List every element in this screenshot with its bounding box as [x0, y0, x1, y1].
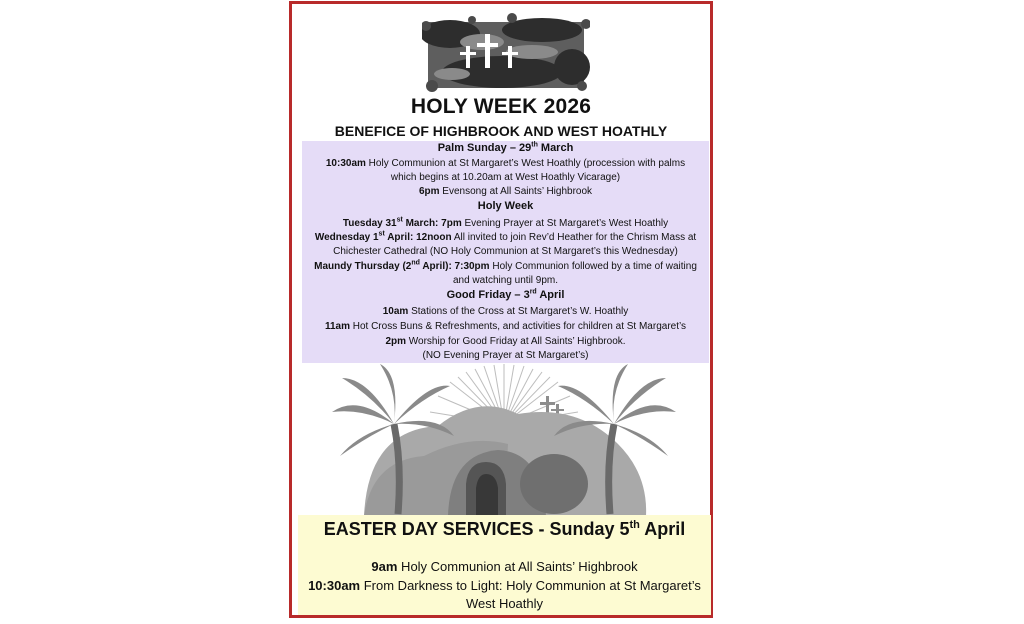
holy-week-schedule-panel [302, 141, 709, 363]
holy-week-line: and watching until 9pm. [452, 275, 559, 286]
palm-sunday-heading: Palm Sunday – 29th March [437, 141, 574, 154]
easter-service-line: 9am Holy Communion at All Saints’ Highbrook [371, 559, 638, 574]
poster-title: HOLY WEEK 2026 [410, 95, 592, 118]
good-friday-line: 11am Hot Cross Buns & Refreshments, and activities for children at St Margaret’s [324, 321, 687, 332]
palm-sunday-line: 6pm Evensong at All Saints’ Highbrook [418, 186, 593, 197]
good-friday-line: 2pm Worship for Good Friday at All Saints’ Highbrook. [385, 336, 626, 347]
holy-week-line: Chichester Cathedral (NO Holy Communion at St Margaret’s this Wednesday) [333, 246, 678, 257]
holy-week-line: Tuesday 31st March: 7pm Evening Prayer at St Margaret’s West Hoathly [342, 216, 669, 229]
empty-tomb-illustration [328, 364, 680, 516]
tomb-stone-icon [520, 454, 588, 514]
holy-week-heading: Holy Week [477, 200, 534, 212]
good-friday-line: (NO Evening Prayer at St Margaret’s) [422, 350, 589, 361]
holy-week-line: Maundy Thursday (2nd April): 7:30pm Holy Communion followed by a time of waiting [314, 259, 697, 272]
good-friday-heading: Good Friday – 3rd April [446, 288, 565, 301]
poster-subtitle: BENEFICE OF HIGHBROOK AND WEST HOATHLY [334, 123, 668, 139]
holy-week-poster [289, 1, 713, 618]
easter-title: EASTER DAY SERVICES - Sunday 5th April [323, 519, 686, 539]
good-friday-line: 10am Stations of the Cross at St Margaret’s W. Hoathly [382, 306, 629, 317]
three-crosses-image [422, 12, 590, 94]
palm-sunday-line: which begins at 10.20am at West Hoathly Vicarage) [390, 172, 621, 183]
easter-services-panel [298, 515, 711, 615]
holy-week-line: Wednesday 1st April: 12noon All invited to join Rev’d Heather for the Chrism Mass at [314, 230, 697, 243]
palm-sunday-line: 10:30am Holy Communion at St Margaret’s West Hoathly (procession with palms [325, 158, 686, 169]
easter-service-line: 10:30am From Darkness to Light: Holy Communion at St Margaret’s [308, 578, 701, 593]
easter-service-line: West Hoathly [465, 596, 544, 611]
